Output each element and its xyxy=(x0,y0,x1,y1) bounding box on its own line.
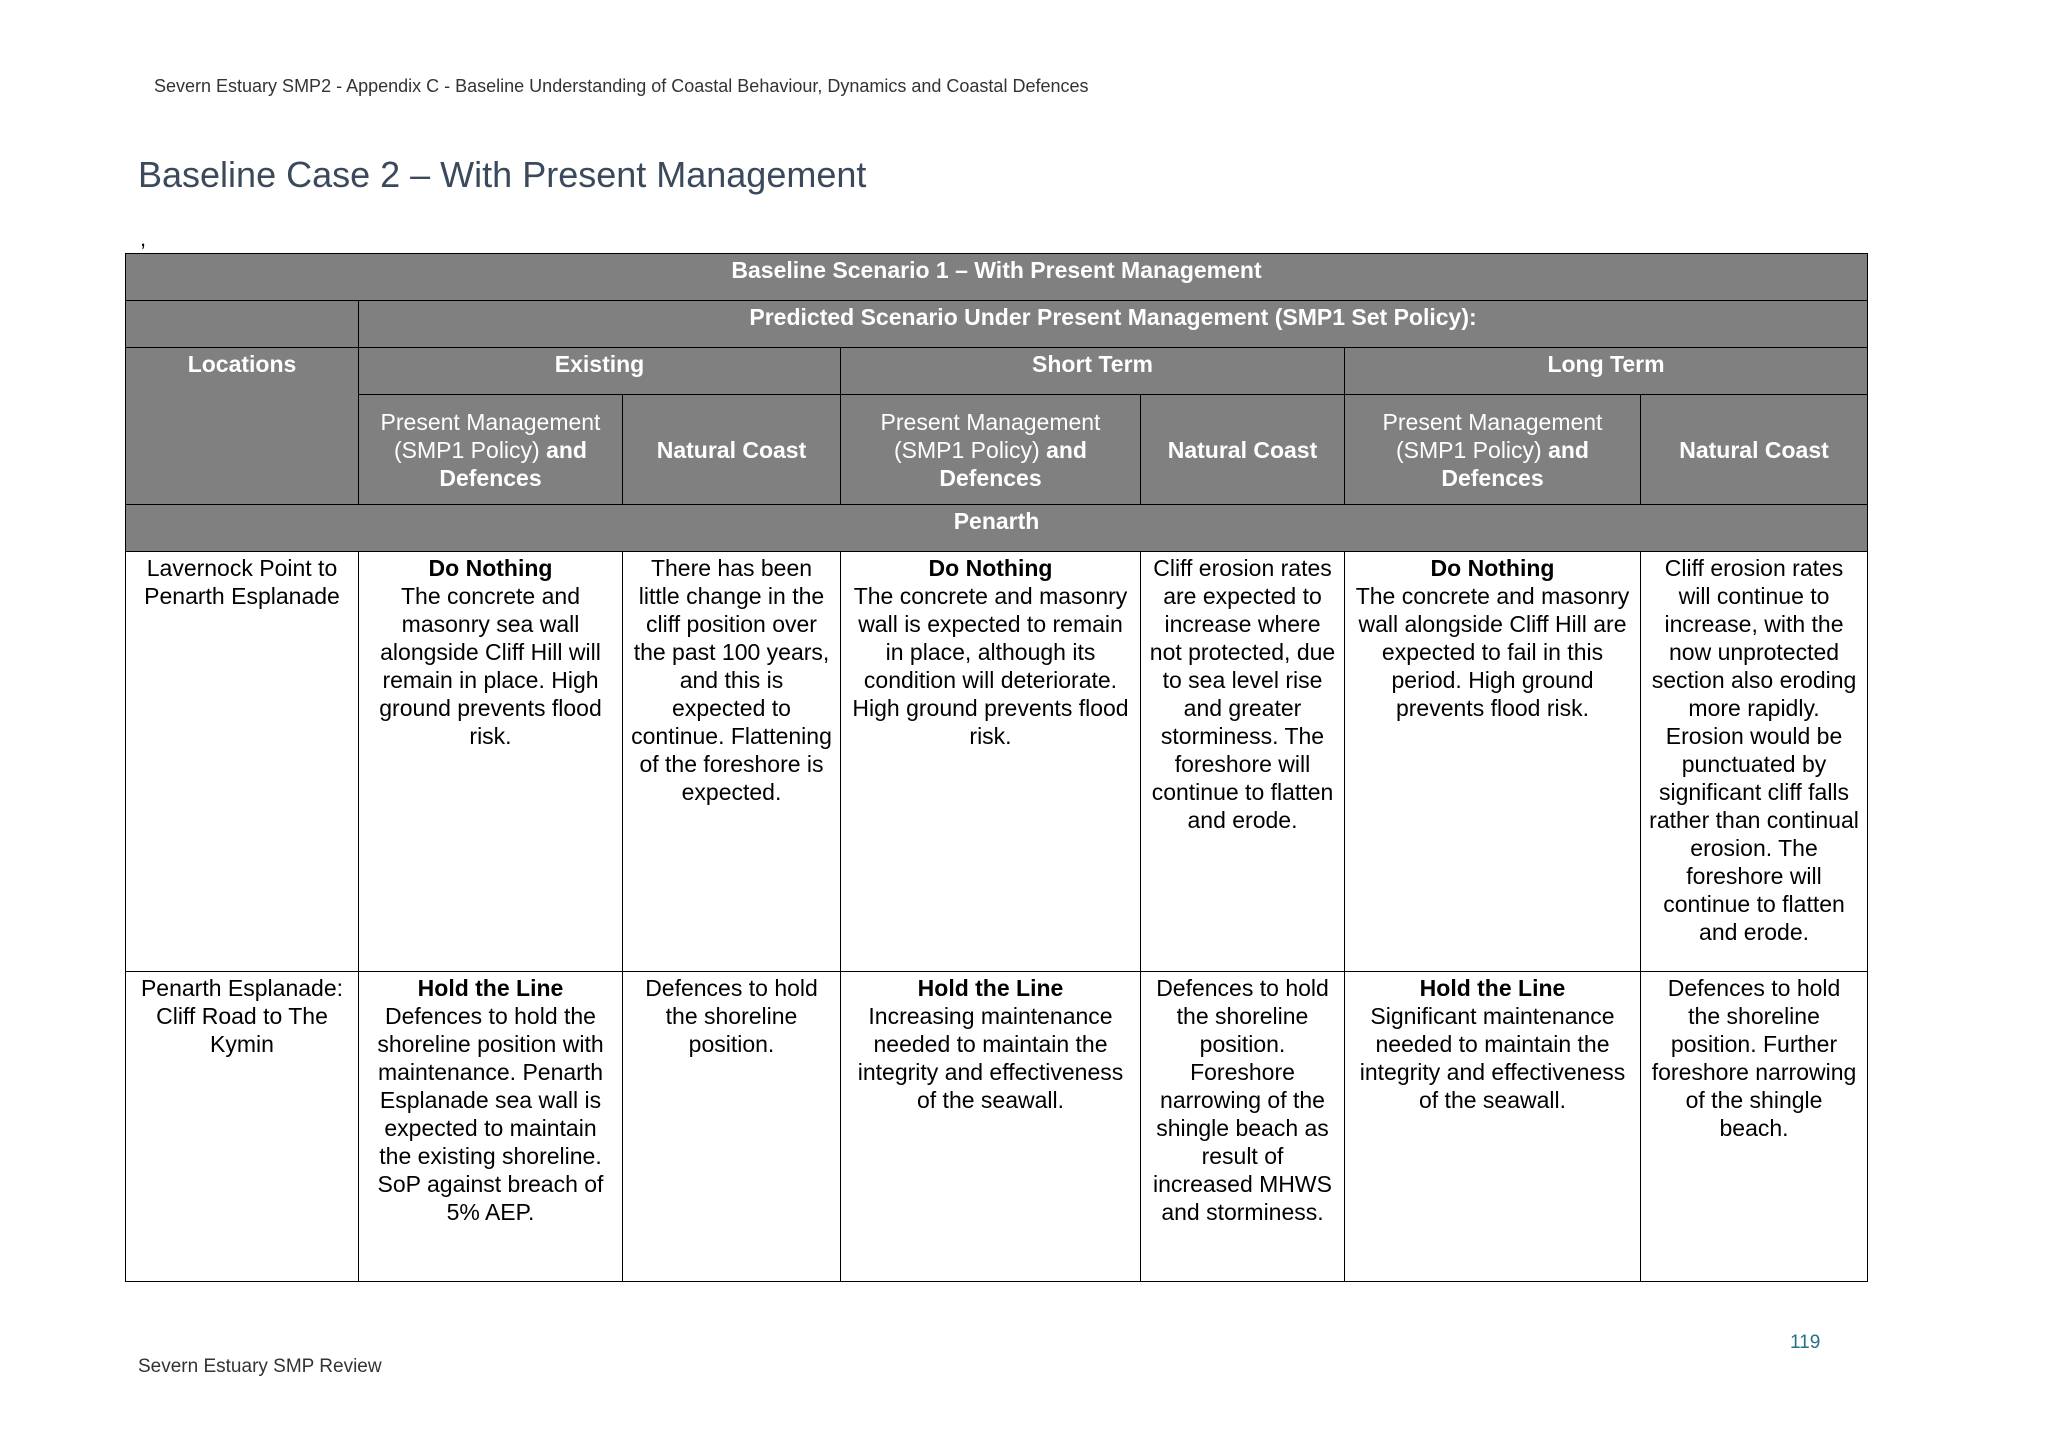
baseline-scenario-table xyxy=(125,253,1868,1282)
table-subtitle-row xyxy=(126,301,1868,348)
pm-header-part1: Present Management (SMP1 Policy) xyxy=(880,408,1101,463)
policy-label: Do Nothing xyxy=(928,555,1053,581)
long-natural-header: Natural Coast xyxy=(1641,395,1868,505)
policy-label: Hold the Line xyxy=(1419,975,1566,1001)
cell-text: The concrete and masonry wall alongside Cliff Hill are expected to fail in this period. High ground prevents flood risk. xyxy=(1355,583,1630,721)
empty-header-cell xyxy=(126,301,359,348)
period-short-term-header: Short Term xyxy=(841,348,1345,395)
existing-pm-header xyxy=(359,395,623,505)
table-title-row xyxy=(126,254,1868,301)
short-pm-cell xyxy=(841,972,1141,1282)
long-pm-header xyxy=(1345,395,1641,505)
section-penarth: Penarth xyxy=(126,505,1868,552)
long-natural-cell: Cliff erosion rates will continue to increase, with the now unprotected section also eroding more rapidly. Erosion would be punctuated by significant cliff falls rather than continual erosion. The foreshore will continue to flatten and erode. xyxy=(1641,552,1868,972)
short-pm-header xyxy=(841,395,1141,505)
table-subtitle: Predicted Scenario Under Present Management (SMP1 Set Policy): xyxy=(359,301,1868,348)
table-row xyxy=(126,552,1868,972)
cell-text: The concrete and masonry wall is expected to remain in place, although its condition will deteriorate. High ground prevents flood risk. xyxy=(852,583,1129,749)
existing-pm-cell xyxy=(359,972,623,1282)
cell-text: Defences to hold the shoreline position with maintenance. Penarth Esplanade sea wall is expected to maintain the existing shoreline. SoP against breach of 5% AEP. xyxy=(377,1003,604,1225)
footer-text: Severn Estuary SMP Review xyxy=(138,1356,382,1377)
short-pm-cell xyxy=(841,552,1141,972)
section-row xyxy=(126,505,1868,552)
short-natural-header: Natural Coast xyxy=(1141,395,1345,505)
existing-pm-cell xyxy=(359,552,623,972)
policy-label: Hold the Line xyxy=(917,975,1064,1001)
policy-label: Do Nothing xyxy=(1430,555,1555,581)
short-natural-cell: Defences to hold the shoreline position. Foreshore narrowing of the shingle beach as result of increased MHWS and storminess. xyxy=(1141,972,1345,1282)
pm-header-part2: and Defences xyxy=(1441,436,1589,491)
pm-header-part1: Present Management (SMP1 Policy) xyxy=(1382,408,1603,463)
long-pm-cell xyxy=(1345,972,1641,1282)
cell-text: Significant maintenance needed to maintain the integrity and effectiveness of the seawall. xyxy=(1359,1003,1626,1113)
section-title: Baseline Case 2 – With Present Management xyxy=(138,154,867,195)
cell-text: Increasing maintenance needed to maintain the integrity and effectiveness of the seawall. xyxy=(857,1003,1124,1113)
policy-label: Hold the Line xyxy=(417,975,564,1001)
existing-natural-cell: Defences to hold the shoreline position. xyxy=(623,972,841,1282)
pm-header-part2: and Defences xyxy=(939,436,1087,491)
location-cell: Penarth Esplanade: Cliff Road to The Kymin xyxy=(126,972,359,1282)
page-number: 119 xyxy=(1790,1332,1821,1353)
short-natural-cell: Cliff erosion rates are expected to increase where not protected, due to sea level rise and greater storminess. The foreshore will continue to flatten and erode. xyxy=(1141,552,1345,972)
pm-header-part2: and Defences xyxy=(439,436,587,491)
period-header-row xyxy=(126,348,1868,395)
long-natural-cell: Defences to hold the shoreline position. Further foreshore narrowing of the shingle beach. xyxy=(1641,972,1868,1282)
locations-header: Locations xyxy=(126,348,359,505)
table-row xyxy=(126,972,1868,1282)
pm-header-part1: Present Management (SMP1 Policy) xyxy=(380,408,601,463)
cell-text: The concrete and masonry sea wall alongside Cliff Hill will remain in place. High ground prevents flood risk. xyxy=(379,583,602,749)
existing-natural-cell: There has been little change in the cliff position over the past 100 years, and this is expected to continue. Flattening of the foreshore is expected. xyxy=(623,552,841,972)
existing-natural-header: Natural Coast xyxy=(623,395,841,505)
running-header: Severn Estuary SMP2 - Appendix C - Baseline Understanding of Coastal Behaviour, Dynamics and Coastal Defences xyxy=(154,76,1089,96)
period-long-term-header: Long Term xyxy=(1345,348,1868,395)
stray-comma: , xyxy=(140,226,147,251)
policy-label: Do Nothing xyxy=(428,555,553,581)
period-existing-header: Existing xyxy=(359,348,841,395)
column-header-row xyxy=(126,395,1868,505)
long-pm-cell xyxy=(1345,552,1641,972)
table-title: Baseline Scenario 1 – With Present Management xyxy=(126,254,1868,301)
location-cell: Lavernock Point to Penarth Esplanade xyxy=(126,552,359,972)
